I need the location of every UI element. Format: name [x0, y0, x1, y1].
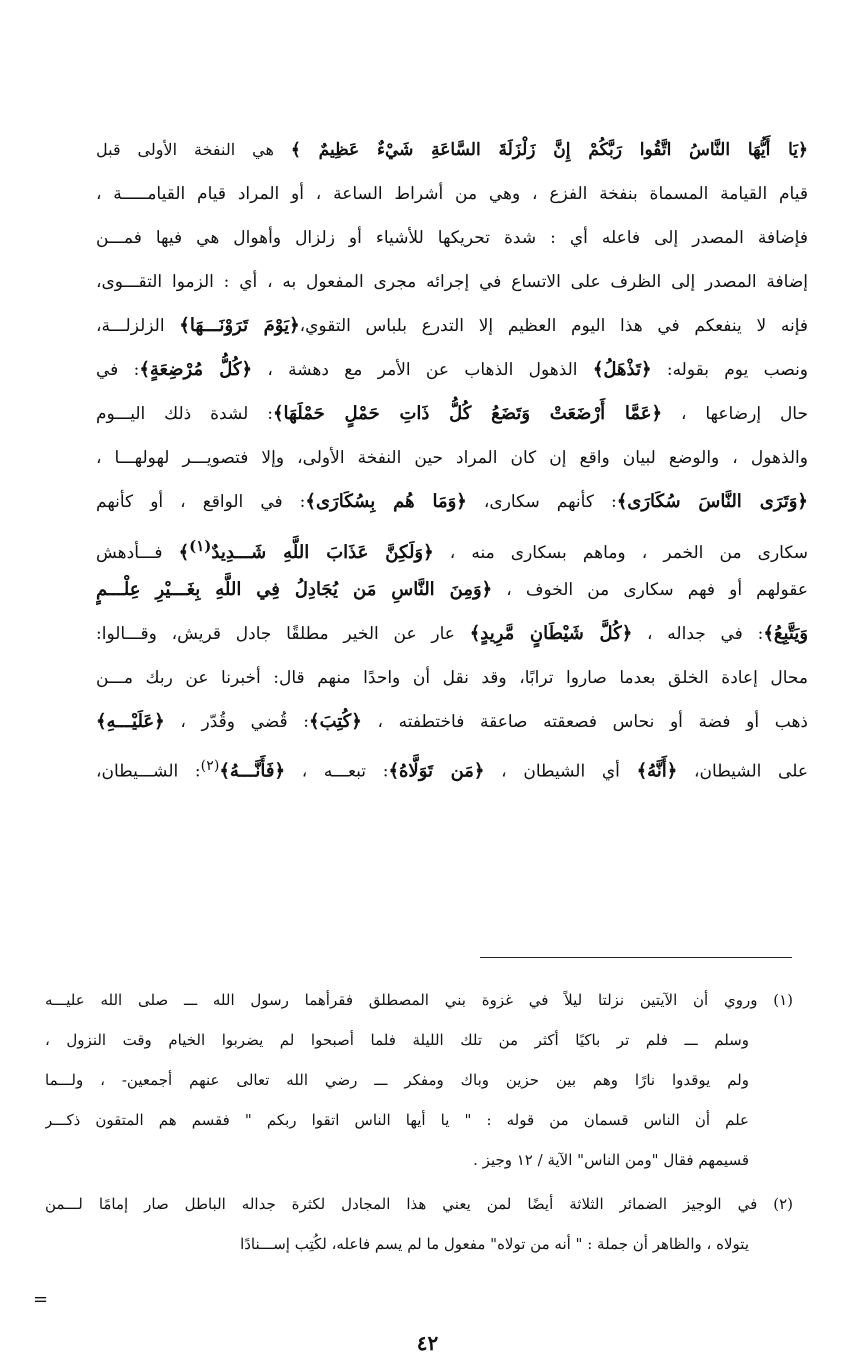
- footnote-line: يتولاه ، والظاهر أن جملة : " أنه من تولاه" مفعول ما لم يسم فاعله، لكُتِب إســـنادًا: [240, 1235, 749, 1253]
- text-line: وَيَتَّبِعُ﴾: في جداله ، ﴿كُلَّ شَيْطَانٍ مَّرِيدٍ﴾ عار عن الخير مطلقًا جادل قريش، وقـــالوا:: [96, 623, 808, 644]
- text-line: فإنه لا ينفعكم في هذا اليوم العظيم إلا التدرع بلباس التقوي،﴿يَوْمَ تَرَوْنَـــهَا﴾ الزلزلـــة،: [96, 315, 808, 336]
- footnote-reference: (٢): [200, 758, 220, 774]
- text-line: حال إرضاعها ، ﴿عَمَّا أَرْضَعَتْ وَتَضَعُ كُلُّ ذَاتِ حَمْلٍ حَمْلَهَا﴾: لشدة ذلك اليـــوم: [96, 403, 808, 424]
- text-line: قيام القيامة المسماة بنفخة الفزع ، وهي من أشراط الساعة ، أو المراد قيام القيامـــــة ،: [96, 184, 808, 204]
- quran-verse: ﴿تَذْهَلُ﴾: [592, 359, 652, 380]
- quran-verse: ﴿عَمَّا أَرْضَعَتْ وَتَضَعُ كُلُّ ذَاتِ حَمْلٍ حَمْلَهَا﴾: [272, 403, 663, 424]
- quran-verse: ﴿يَوْمَ تَرَوْنَـــهَا﴾: [179, 315, 300, 336]
- footnote-line: (٢) في الوجيز الضمائر الثلاثة أيضًا لمن يعني هذا المجادل لكثرة جداله الباطل صار إمامًا لـــمن: [45, 1195, 793, 1213]
- quran-verse: ﴿يَا أَيُّهَا النَّاسُ اتَّقُوا رَبَّكُمْ إِنَّ زَلْزَلَةَ السَّاعَةِ شَيْءٌ عَظِيمٌ ﴾: [290, 140, 808, 160]
- quran-verse: ﴿وَتَرَى النَّاسَ سُكَارَى﴾: [616, 491, 808, 512]
- footnote-2: [45, 1184, 793, 1264]
- text-line: محال إعادة الخلق بعدما صاروا ترابًا، وقد نقل أن واحدًا منهم قال: أخبرنا عن ربك مـــن: [96, 668, 808, 688]
- quran-verse: ﴿وَمَا هُم بِسُكَارَى﴾: [305, 491, 467, 512]
- quran-verse: وَيَتَّبِعُ﴾: [763, 623, 808, 644]
- footnote-line: علم أن الناس قسمان من قوله : " يا أيها الناس اتقوا ربكم " فقسم هم المتقون ذكـــر: [45, 1111, 749, 1129]
- quran-verse: ﴿كُلُّ مُرْضِعَةٍ﴾: [139, 359, 253, 380]
- continuation-mark: =: [33, 1289, 49, 1310]
- quran-verse: ﴿وَمِنَ النَّاسِ مَن يُجَادِلُ فِي اللَّهِ بِغَـــيْرِ عِلْـــمٍ: [96, 579, 493, 600]
- main-text-block: [96, 128, 808, 788]
- text-line: ونصب يوم بقوله: ﴿تَذْهَلُ﴾ الذهول الذهاب عن الأمر مع دهشة ، ﴿كُلُّ مُرْضِعَةٍ﴾: في: [96, 359, 808, 380]
- footnote-1: [45, 980, 793, 1180]
- text-line: ذهب أو فضة أو نحاس فصعقته صاعقة فاختطفته ، ﴿كُتِبَ﴾: قُضي وقُدّر ، ﴿عَلَيْـــهِ﴾: [96, 711, 808, 732]
- text-line: سكارى من الخمر ، وماهم بسكارى منه ، ﴿وَلَكِنَّ عَذَابَ اللَّهِ شَـــدِيدٌ$^{(١)}$﴾ فـــأدهش: [96, 537, 808, 563]
- footnote-reference: (١): [189, 537, 212, 555]
- quran-verse: ﴿كُلَّ شَيْطَانٍ مَّرِيدٍ﴾: [469, 623, 633, 644]
- text-line: على الشيطان، ﴿أَنَّهُ﴾ أي الشيطان ، ﴿مَن تَوَلَّاهُ﴾: تبعـــه ، ﴿فَأَنَّـــهُ﴾$^{(٢)}$: الشـــيطان،: [96, 758, 808, 782]
- text-line: ﴿وَتَرَى النَّاسَ سُكَارَى﴾: كأنهم سكارى، ﴿وَمَا هُم بِسُكَارَى﴾: في الواقع ، أو كأنهم: [96, 491, 808, 512]
- footnotes-block: [45, 980, 793, 1268]
- footnote-line: قسيمهم فقال "ومن الناس" الآية / ١٢ وجيز .: [473, 1151, 749, 1169]
- footnote-line: (١) وروي أن الآيتين نزلتا ليلاً في غزوة بني المصطلق فقرأهما رسول الله ـــ صلى الله عليـــه: [45, 991, 793, 1009]
- quran-verse: ﴿كُتِبَ﴾: [309, 711, 362, 732]
- footnote-line: وسلم ـــ فلم تر باكيًا أكثر من تلك الليلة فلما أصبحوا لم يضربوا الخيام وقت النزول ،: [45, 1031, 749, 1049]
- quran-verse: ﴿فَأَنَّـــهُ﴾: [219, 760, 286, 782]
- quran-verse: ﴿عَلَيْـــهِ﴾: [96, 711, 165, 732]
- footnote-separator: [480, 957, 792, 958]
- text-line: عقولهم أو فهم سكارى من الخوف ، ﴿وَمِنَ النَّاسِ مَن يُجَادِلُ فِي اللَّهِ بِغَـــيْرِ عِلْـــمٍ: [96, 579, 808, 600]
- quran-verse: ﴿أَنَّهُ﴾: [636, 760, 678, 782]
- text-line: ﴿يَا أَيُّهَا النَّاسُ اتَّقُوا رَبَّكُمْ إِنَّ زَلْزَلَةَ السَّاعَةِ شَيْءٌ عَظِيمٌ ﴾ هي النفخة الأولى قبل: [96, 140, 808, 160]
- text-line: والذهول ، والوضع لبيان واقع إن كان المراد حين النفخة الأولى، وإلا فتصويـــر لهولهـــا ،: [96, 448, 808, 468]
- page-number: ٤٢: [416, 1331, 439, 1355]
- footnote-line: ولم يوقدوا نارًا وهم بين حزين وباك ومفكر ـــ رضي الله تعالى عنهم أجمعين- ، ولـــما: [45, 1071, 749, 1089]
- text-line: إضافة المصدر إلى الظرف على الاتساع في إجرائه مجرى المفعول به ، أي : الزموا التقـــوى،: [96, 272, 808, 292]
- quran-verse: ﴿وَلَكِنَّ عَذَابَ اللَّهِ شَـــدِيدٌ$^{(١)}$﴾: [178, 537, 434, 563]
- quran-verse: ﴿مَن تَوَلَّاهُ﴾: [388, 760, 485, 782]
- text-line: فإضافة المصدر إلى فاعله أي : شدة تحريكها للأشياء أو زلزال وأهوال هي فيها فمـــن: [96, 228, 808, 248]
